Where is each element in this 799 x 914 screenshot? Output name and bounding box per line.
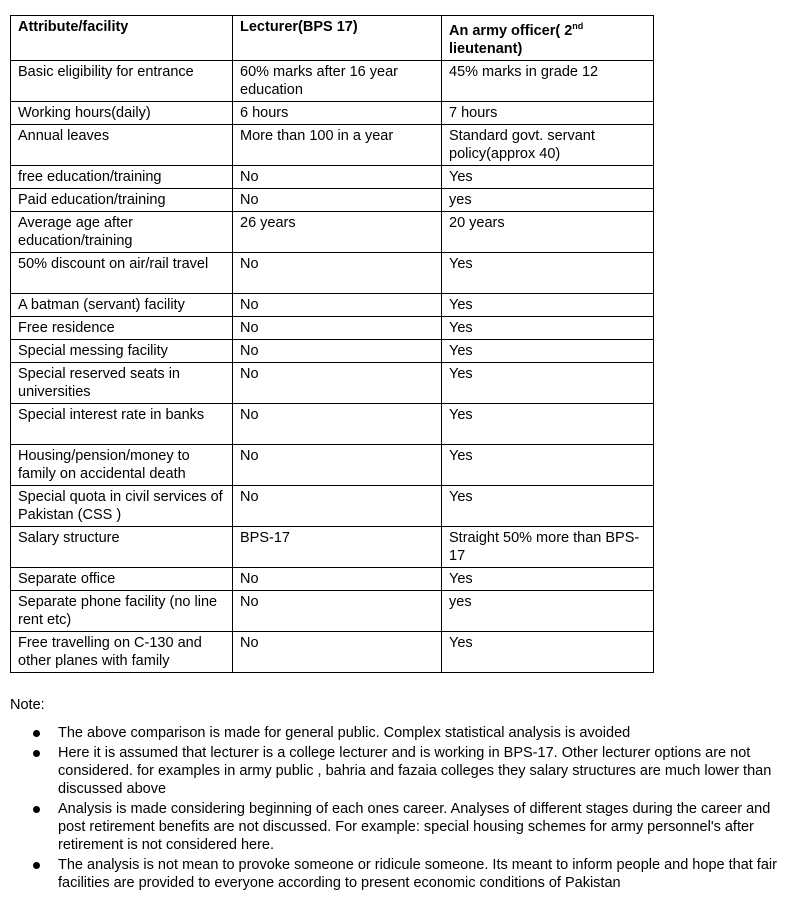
header-attribute: Attribute/facility [11,16,233,61]
cell-attribute: Free residence [11,317,233,340]
table-row [11,632,654,673]
cell-attribute: Average age after education/training [11,212,233,253]
note-item [58,856,785,892]
cell-army-officer: Yes [442,340,654,363]
cell-lecturer: No [233,253,442,294]
bullet-icon [33,750,40,757]
table-row [11,102,654,125]
cell-attribute: A batman (servant) facility [11,294,233,317]
cell-army-officer: Yes [442,317,654,340]
table-row [11,294,654,317]
cell-lecturer: No [233,632,442,673]
cell-army-officer: Yes [442,632,654,673]
table-row [11,340,654,363]
table-row [11,125,654,166]
cell-lecturer: No [233,340,442,363]
table-row [11,363,654,404]
table-row [11,486,654,527]
table-row [11,527,654,568]
note-text: The analysis is not mean to provoke someone or ridicule someone. Its meant to inform people and hope that fair facilities are provided to everyone according to present economic conditions of Pakistan [58,857,777,891]
cell-lecturer: No [233,363,442,404]
cell-attribute: Separate phone facility (no line rent etc) [11,591,233,632]
cell-attribute: Salary structure [11,527,233,568]
note-text: The above comparison is made for general public. Complex statistical analysis is avoided [58,725,631,741]
cell-attribute: Special reserved seats in universities [11,363,233,404]
cell-lecturer: No [233,166,442,189]
cell-lecturer: No [233,317,442,340]
header-lecturer: Lecturer(BPS 17) [233,16,442,61]
cell-attribute: Free travelling on C-130 and other planes with family [11,632,233,673]
bullet-icon [33,862,40,869]
cell-attribute: Special quota in civil services of Pakistan (CSS ) [11,486,233,527]
cell-army-officer: Yes [442,404,654,445]
cell-lecturer: No [233,294,442,317]
cell-army-officer: yes [442,189,654,212]
cell-lecturer: No [233,445,442,486]
cell-attribute: Working hours(daily) [11,102,233,125]
cell-lecturer: 60% marks after 16 year education [233,61,442,102]
cell-lecturer: 6 hours [233,102,442,125]
table-row [11,591,654,632]
note-item [58,724,785,742]
cell-army-officer: 20 years [442,212,654,253]
table-row [11,445,654,486]
cell-lecturer: BPS-17 [233,527,442,568]
cell-army-officer: Yes [442,486,654,527]
cell-army-officer: Yes [442,294,654,317]
cell-lecturer: No [233,189,442,212]
cell-attribute: Paid education/training [11,189,233,212]
cell-attribute: Housing/pension/money to family on accidental death [11,445,233,486]
table-row [11,166,654,189]
bullet-icon [33,806,40,813]
note-label: Note: [10,697,45,713]
cell-attribute: free education/training [11,166,233,189]
cell-army-officer: Yes [442,166,654,189]
cell-attribute: Special interest rate in banks [11,404,233,445]
cell-lecturer: No [233,568,442,591]
cell-army-officer: Straight 50% more than BPS-17 [442,527,654,568]
cell-attribute: Special messing facility [11,340,233,363]
header-officer-part2: lieutenant) [449,41,523,57]
table-row [11,317,654,340]
cell-lecturer: No [233,404,442,445]
cell-army-officer: Yes [442,363,654,404]
header-army-officer [442,16,654,61]
cell-army-officer: 7 hours [442,102,654,125]
table-row [11,253,654,294]
comparison-table [10,15,654,673]
cell-army-officer: yes [442,591,654,632]
cell-army-officer: Yes [442,568,654,591]
cell-army-officer: Yes [442,445,654,486]
header-officer-part1: An army officer( 2 [449,23,573,39]
cell-attribute: Separate office [11,568,233,591]
header-officer-superscript: nd [572,21,584,31]
cell-attribute: Basic eligibility for entrance [11,61,233,102]
table-header-row [11,16,654,61]
cell-attribute: 50% discount on air/rail travel [11,253,233,294]
table-row [11,61,654,102]
note-item [58,800,785,854]
cell-army-officer: Standard govt. servant policy(approx 40) [442,125,654,166]
note-text: Analysis is made considering beginning of each ones career. Analyses of different stages during the career and post retirement benefits are not discussed. For example: special housing schemes for army personnel's after retirement is not considered here. [58,801,771,853]
cell-lecturer: 26 years [233,212,442,253]
cell-lecturer: No [233,591,442,632]
note-text: Here it is assumed that lecturer is a college lecturer and is working in BPS-17. Other lecturer options are not considered. for examples in army public , bahria and fazaia colleges they salary structures are much lower than discussed above [58,745,772,797]
cell-army-officer: Yes [442,253,654,294]
cell-lecturer: More than 100 in a year [233,125,442,166]
table-row [11,189,654,212]
bullet-icon [33,730,40,737]
table-row [11,212,654,253]
cell-lecturer: No [233,486,442,527]
cell-attribute: Annual leaves [11,125,233,166]
table-row [11,404,654,445]
cell-army-officer: 45% marks in grade 12 [442,61,654,102]
notes-list [10,724,785,894]
note-item [58,744,785,798]
table-row [11,568,654,591]
